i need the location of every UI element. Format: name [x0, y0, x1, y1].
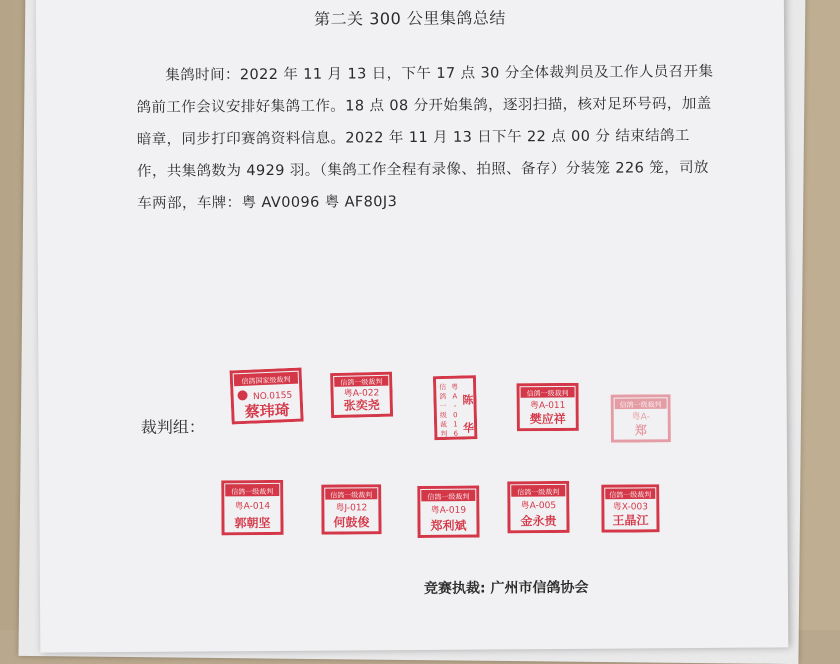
- svg-text:粤A-022: 粤A-022: [343, 388, 380, 400]
- signature-line: [424, 577, 589, 598]
- svg-text:-: -: [453, 401, 457, 410]
- svg-text:金永贵: 金永贵: [520, 513, 557, 529]
- svg-text:粤A-011: 粤A-011: [529, 400, 566, 412]
- document-page: [36, 0, 789, 653]
- document-title: 第二关 300 公里集鸽总结: [314, 8, 506, 29]
- svg-text:蔡玮琦: 蔡玮琦: [244, 401, 291, 421]
- svg-text:6: 6: [453, 429, 459, 438]
- svg-text:华: 华: [462, 421, 475, 435]
- svg-text:粤A-014: 粤A-014: [234, 501, 271, 512]
- judge-seal: [601, 484, 659, 532]
- judge-seal: [229, 368, 303, 425]
- judge-seal: [517, 383, 579, 431]
- svg-text:粤A-019: 粤A-019: [430, 505, 467, 516]
- svg-text:信鸽一级裁判: 信鸽一级裁判: [427, 492, 470, 502]
- svg-text:0: 0: [453, 411, 458, 420]
- svg-text:郑: 郑: [634, 423, 647, 438]
- footer-organization: 广州市信鸽协会: [490, 579, 589, 597]
- judge-seal: [417, 486, 479, 538]
- judge-seal: [330, 372, 393, 419]
- svg-text:信鸽国家级裁判: 信鸽国家级裁判: [241, 375, 291, 386]
- judge-seal: [433, 375, 478, 440]
- svg-text:王晶江: 王晶江: [612, 513, 649, 528]
- footer-label: 竞赛执裁:: [423, 580, 486, 597]
- svg-text:信鸽一级裁判: 信鸽一级裁判: [231, 487, 274, 497]
- judge-seal: [507, 481, 569, 533]
- svg-text:信鸽一级裁判: 信鸽一级裁判: [517, 488, 560, 497]
- svg-text:信鸽一级裁判: 信鸽一级裁判: [609, 490, 652, 500]
- svg-text:1: 1: [453, 420, 458, 429]
- svg-text:信鸽一级裁判: 信鸽一级裁判: [619, 400, 662, 410]
- svg-text:陈: 陈: [462, 393, 474, 407]
- svg-text:粤A-: 粤A-: [631, 412, 650, 423]
- svg-text:樊应祥: 樊应祥: [529, 411, 566, 427]
- svg-text:信鸽一级裁判: 信鸽一级裁判: [526, 389, 569, 398]
- svg-text:何鼓俊: 何鼓俊: [333, 515, 370, 530]
- svg-text:级: 级: [439, 411, 447, 420]
- judge-seal: [221, 480, 283, 535]
- svg-text:A: A: [452, 392, 458, 401]
- svg-text:粤J-012: 粤J-012: [335, 503, 368, 514]
- document-body: 集鸽时间：2022 年 11 月 13 日，下午 17 点 30 分全体裁判员及工作人员召开集鸽前工作会议安排好集鸽工作。18 点 08 分开始集鸽，逐羽扫描，核对足环号码，加盖暗章，同步打印赛鸽资料信息。2022 年 11 月 13 日下午 22 点 00 分 结束结鸽工作，共集鸽数为 4929 羽。（集鸽工作全程有录像、拍照、备存）分装笼 226 笼，司放车两部，车牌：粤 AV0096 粤 AF80J3: [136, 63, 714, 212]
- svg-text:信鸽一级裁判: 信鸽一级裁判: [340, 377, 383, 387]
- svg-text:鸽: 鸽: [439, 392, 447, 401]
- svg-text:郑利斌: 郑利斌: [430, 518, 467, 533]
- svg-text:一: 一: [439, 402, 447, 411]
- svg-text:信鸽一级裁判: 信鸽一级裁判: [330, 491, 373, 500]
- svg-text:NO.0155: NO.0155: [252, 390, 293, 403]
- svg-text:粤: 粤: [451, 383, 459, 392]
- svg-text:粤A-005: 粤A-005: [520, 501, 557, 512]
- svg-text:张奕尧: 张奕尧: [343, 397, 381, 413]
- svg-text:信: 信: [439, 383, 447, 392]
- svg-text:裁: 裁: [439, 420, 448, 429]
- svg-text:判: 判: [440, 430, 448, 439]
- judge-seal: [611, 394, 671, 442]
- judge-seal: [321, 484, 381, 534]
- svg-text:粤X-003: 粤X-003: [612, 502, 648, 513]
- judges-group-label: 裁判组：: [140, 417, 205, 437]
- svg-text:郭朝坚: 郭朝坚: [234, 515, 271, 531]
